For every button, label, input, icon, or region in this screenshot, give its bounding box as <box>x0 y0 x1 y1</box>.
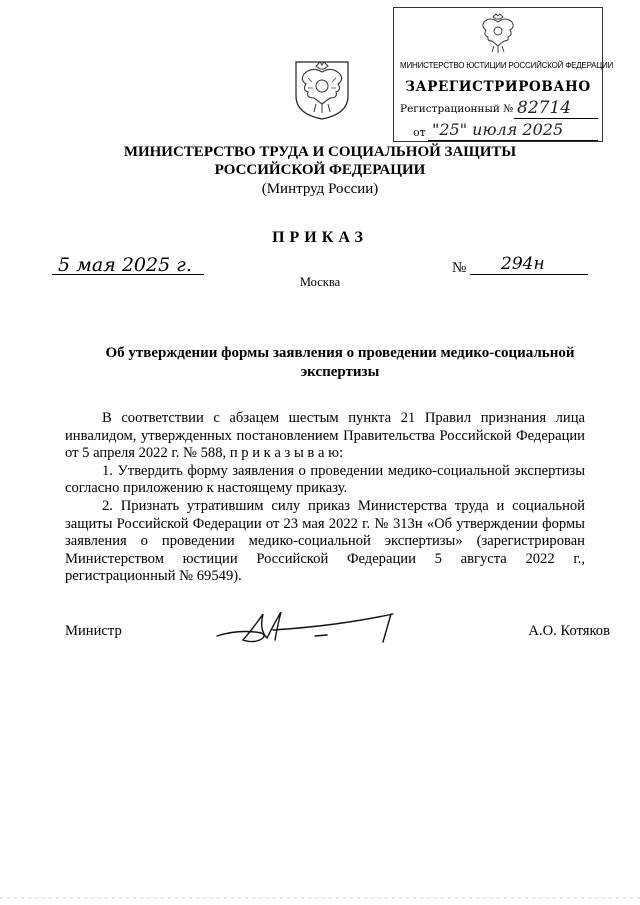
body-paragraph-preamble: В соответствии с абзацем шестым пункта 21 Правил признания лица инвалидом, утвержденных постановлением Правительства Российской Федерации от 5 апреля 2022 г. № 588, п р и к а з ы в а ю: <box>65 410 585 462</box>
order-date: 5 мая 2025 г. <box>58 254 192 276</box>
body-paragraph-item-1: 1. Утвердить форму заявления о проведении медико-социальной экспертизы согласно приложению к настоящему приказу. <box>65 462 585 497</box>
document-title: Об утверждении формы заявления о проведении медико-социальной экспертизы <box>105 345 575 380</box>
ministry-name-line1: МИНИСТЕРСТВО ТРУДА И СОЦИАЛЬНОЙ ЗАЩИТЫ <box>123 144 517 160</box>
stamp-eagle-icon <box>478 12 518 54</box>
stamp-registered-text: ЗАРЕГИСТРИРОВАНО <box>405 79 591 95</box>
coat-of-arms-emblem <box>294 58 350 120</box>
document-body <box>65 410 585 586</box>
minister-name: А.О. Котяков <box>528 623 610 639</box>
page-bottom-edge <box>0 892 640 905</box>
stamp-reg-number-underline <box>514 118 598 119</box>
stamp-date-underline <box>428 140 598 141</box>
handwritten-signature <box>215 608 400 648</box>
order-city: Москва <box>299 275 341 289</box>
ministry-short-name: (Минтруд России) <box>261 181 379 197</box>
registration-stamp <box>393 7 614 142</box>
stamp-reg-number-label: Регистрационный № <box>400 103 514 115</box>
stamp-date-prefix: от <box>413 126 426 139</box>
minister-position: Министр <box>65 623 122 639</box>
body-paragraph-item-2: 2. Признать утратившим силу приказ Министерства труда и социальной защиты Российской Федерации от 23 мая 2022 г. № 313н «Об утверждении формы заявления о проведении медико-социальной экспертизы» (зарегистрирован Министерством юстиции Российской Федерации 5 августа 2022 г., регистрационный № 69549). <box>65 497 585 585</box>
order-title: ПРИКАЗ <box>272 229 368 246</box>
ministry-name-line2: РОССИЙСКОЙ ФЕДЕРАЦИИ <box>214 162 426 178</box>
stamp-ministry-text: МИНИСТЕРСТВО ЮСТИЦИИ РОССИЙСКОЙ ФЕДЕРАЦИИ <box>400 61 614 70</box>
order-number: 294н <box>501 254 545 274</box>
stamp-date-value: "25" июля 2025 <box>432 120 564 139</box>
stamp-reg-number-value: 82714 <box>517 98 572 118</box>
order-number-sign: № <box>452 260 467 276</box>
